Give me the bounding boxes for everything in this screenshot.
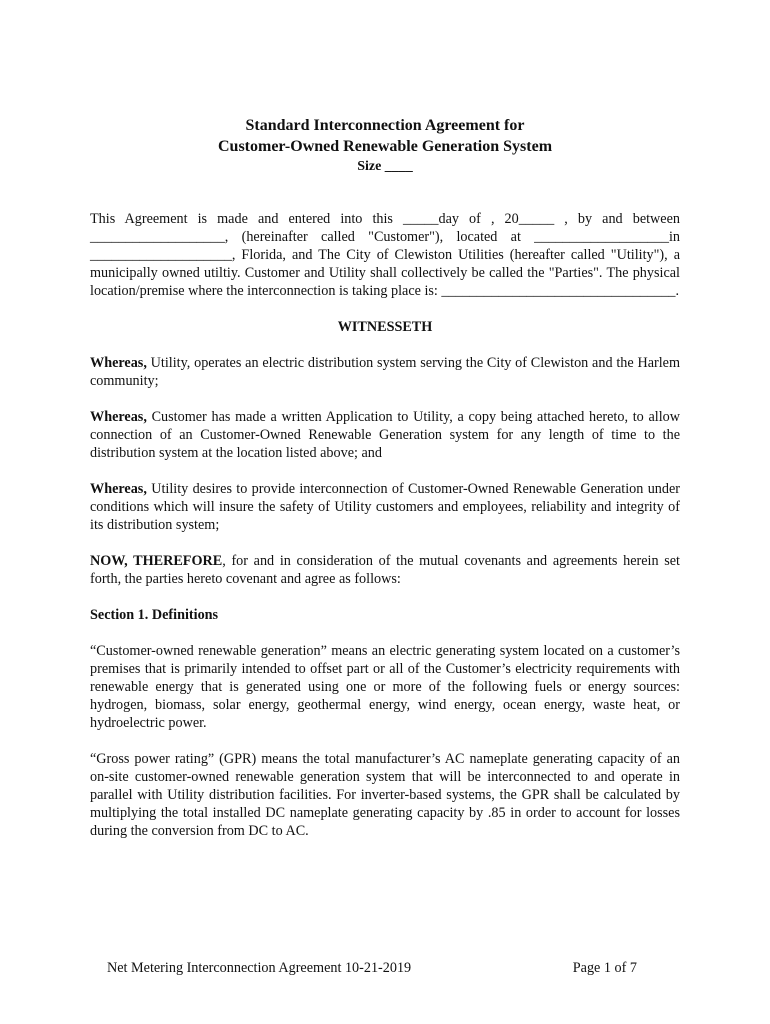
definition-customer-owned-renewable-generation: “Customer-owned renewable generation” means an electric generating system located on a customer’s premises that is primarily intended to offset part or all of the Customer’s electricity requirements with renewable energy that is generated using one or more of the following fuels or energy sources: hydrogen, biomass, solar energy, geothermal energy, wind energy, ocean energy, waste heat, or hydroelectric power. [90, 643, 680, 731]
whereas-lead: Whereas, [90, 481, 147, 497]
whereas-text: Customer has made a written Application to Utility, a copy being attached hereto, to allow connection of an Customer-Owned Renewable Generation system for any length of time to the distribution system at the location listed above; and [90, 409, 680, 461]
title-line-1: Standard Interconnection Agreement for [245, 117, 525, 134]
whereas-paragraph-1 [90, 354, 680, 390]
intro-paragraph: This Agreement is made and entered into this _____day of , 20_____ , by and between ___________________, (hereinafter called "Customer"), located at ___________________in ____________________, Florida, and The City of Clewiston Utilities (hereafter called "Utility"), a municipally owned utiltiy. Customer and Utility shall collectively be called the "Parties". The physical location/premise where the interconnection is taking place is: _________________________________. [90, 211, 680, 299]
footer-document-name: Net Metering Interconnection Agreement 10-21-2019 [107, 960, 412, 976]
whereas-paragraph-2 [90, 408, 680, 462]
title-line-2: Customer-Owned Renewable Generation System [217, 138, 553, 155]
definition-gross-power-rating: “Gross power rating” (GPR) means the total manufacturer’s AC nameplate generating capacity of an on-site customer-owned renewable generation system that will be interconnected to and operate in parallel with Utility distribution facilities. For inverter-based systems, the GPR shall be calculated by multiplying the total installed DC nameplate generating capacity by .85 in order to account for losses during the conversion from DC to AC. [90, 751, 680, 839]
whereas-paragraph-3 [90, 480, 680, 534]
document-body [90, 115, 680, 840]
now-therefore-lead: NOW, THEREFORE [90, 553, 223, 569]
whereas-lead: Whereas, [90, 409, 147, 425]
now-therefore-paragraph [90, 552, 680, 588]
document-title [90, 115, 680, 157]
whereas-text: Utility, operates an electric distribution system serving the City of Clewiston and the Harlem community; [90, 355, 680, 389]
section-1-heading: Section 1. Definitions [90, 607, 219, 623]
witnesseth-heading: WITNESSETH [337, 319, 433, 335]
whereas-text: Utility desires to provide interconnection of Customer-Owned Renewable Generation under conditions which will insure the safety of Utility customers and employees, reliability and integrity of its distribution system; [90, 481, 680, 533]
whereas-lead: Whereas, [90, 355, 147, 371]
footer-page-number: Page 1 of 7 [572, 960, 637, 976]
now-therefore-text: , for and in consideration of the mutual covenants and agreements herein set forth, the parties hereto covenant and agree as follows: [90, 553, 680, 587]
size-line: Size ____ [357, 159, 413, 174]
